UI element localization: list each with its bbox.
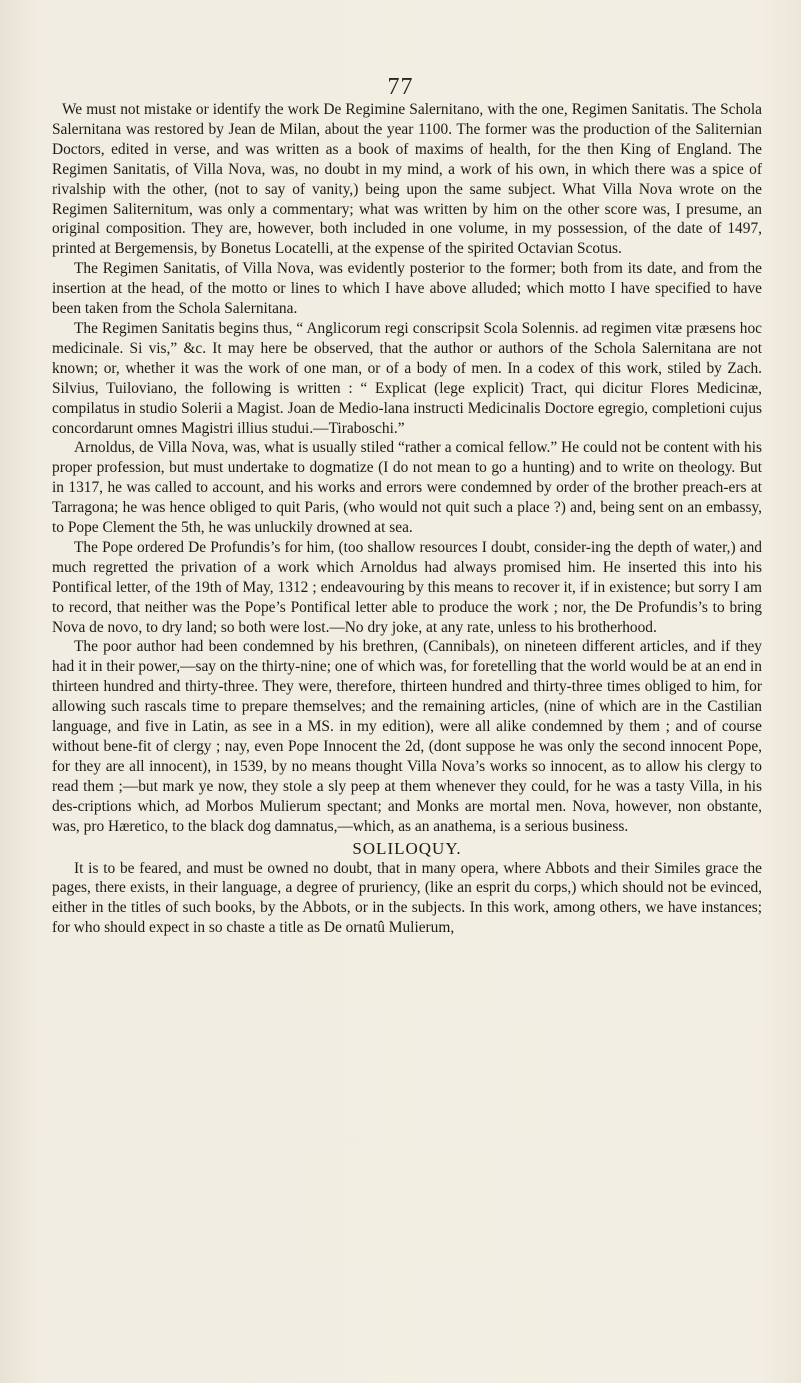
paragraph-pope-profundis: The Pope ordered De Profundis’s for him, (too shallow resources I doubt, consider-ing the depth of water,) and much regretted the privation of a work which Arnoldus had always promised him. He inserted this into his Pontifical letter, of the 19th of May, 1312 ; endeavouring by this means to recover it, if in existence; but sorry I am to record, that neither was the Pope’s Pontifical letter able to produce the work ; nor, the De Profundis’s to bring Nova de novo, to dry land; so both were lost.—No dry joke, at any rate, unless to his brotherhood. — [52, 538, 762, 636]
paragraph-anglicorum: The Regimen Sanitatis begins thus, “ Anglicorum regi conscripsit Scola Solennis. ad regimen vitæ præsens hoc medicinale. Si vis,” &c. It may here be observed, that the author or authors of the Schola Salernitana are not known; or, whether it was the work of one man, or of a body of men. In a codex of this work, stiled by Zach. Silvius, Tuiloviano, the following is written : “ Explicat (lege explicit) Tract, qui dicitur Flores Medicinæ, compilatus in studio Solerii a Magist. Joan de Medio-lana instructi Medicinalis Doctore egregio, completioni cujus concordarunt omnes Magistri illius studui.—Tiraboschi.” — [52, 319, 762, 437]
section-heading: SOLILOQUY. — [352, 838, 462, 858]
paragraph-soliloquy: It is to be feared, and must be owned no doubt, that in many opera, where Abbots and their Similes grace the pages, there exists, in their language, a degree of pruriency, (like an esprit du corps,) which should not be evinced, either in the titles of such books, by the Abbots, or in the subjects. In this work, among others, we have instances; for who should expect in so chaste a title as De ornatû Mulierum, — [52, 859, 762, 937]
page-number: 77 — [387, 74, 414, 100]
paragraph-posterior-date: The Regimen Sanitatis, of Villa Nova, was evidently posterior to the former; both from its date, and from the insertion at the head, of the motto or lines to which I have above alluded; which motto I have specified to have been taken from the Schola Salernitana. — [52, 260, 762, 318]
paragraph-regimen-distinction: We must not mistake or identify the work De Regimine Salernitano, with the one, Regimen Sanitatis. The Schola Salernitana was restored by Jean de Milan, about the year 1100. The former was the production of the Saliternian Doctors, edited in verse, and was written as a book of maxims of health, for the then King of England. The Regimen Sanitatis, of Villa Nova, was, no doubt in my mind, a work of his own, in which there was a spice of rivalship with the other, (not to say of vanity,) being upon the same subject. What Villa Nova wrote on the Regimen Saliternitum, was only a commentary; what was written by him on the other score was, I presume, an original composition. They are, however, both included in one volume, in my possession, of the date of 1497, printed at Bergemensis, by Bonetus Locatelli, at the expense of the spirited Octavian Scotus. — [52, 101, 762, 258]
body-text — [52, 100, 762, 938]
paragraph-condemned-articles: The poor author had been condemned by his brethren, (Cannibals), on nineteen different articles, and if they had it in their power,—say on the thirty-nine; one of which was, for foretelling that the world would be at an end in thirteen hundred and thirty-three. They were, therefore, thirteen hundred and thirty-three times obliged to him, for allowing such rascals time to prepare themselves; and the remaining articles, (nine of which are in the Castilian language, and five in Latin, as see in a MS. in my edition), were all alike condemned by them ; and of course without bene-fit of clergy ; nay, even Pope Innocent the 2d, (dont suppose he was only the second innocent Pope, for they are all innocent), in 1539, by no means thought Villa Nova’s works so innocent, as to allow his clergy to read them ;—but mark ye now, they stole a sly peep at them whenever they could, for he was a tasty Villa, in his des-criptions which, ad Morbos Mulierum spectant; and Monks are mortal men. Nova, however, non obstante, was, pro Hæretico, to the black dog damnatus,—which, as an anathema, is a serious business. — [52, 638, 762, 835]
paragraph-arnoldus: Arnoldus, de Villa Nova, was, what is usually stiled “rather a comical fellow.” He could not be content with his proper profession, but must undertake to dogmatize (I do not mean to go a hunting) and to write on theology. But in 1317, he was called to account, and his works and errors were condemned by order of the brother preach-ers at Tarragona; he was hence obliged to quit Paris, (who would not quit such a place ?) and, being sent on an embassy, to Pope Clement the 5th, he was unluckily drowned at sea. — [52, 439, 762, 537]
